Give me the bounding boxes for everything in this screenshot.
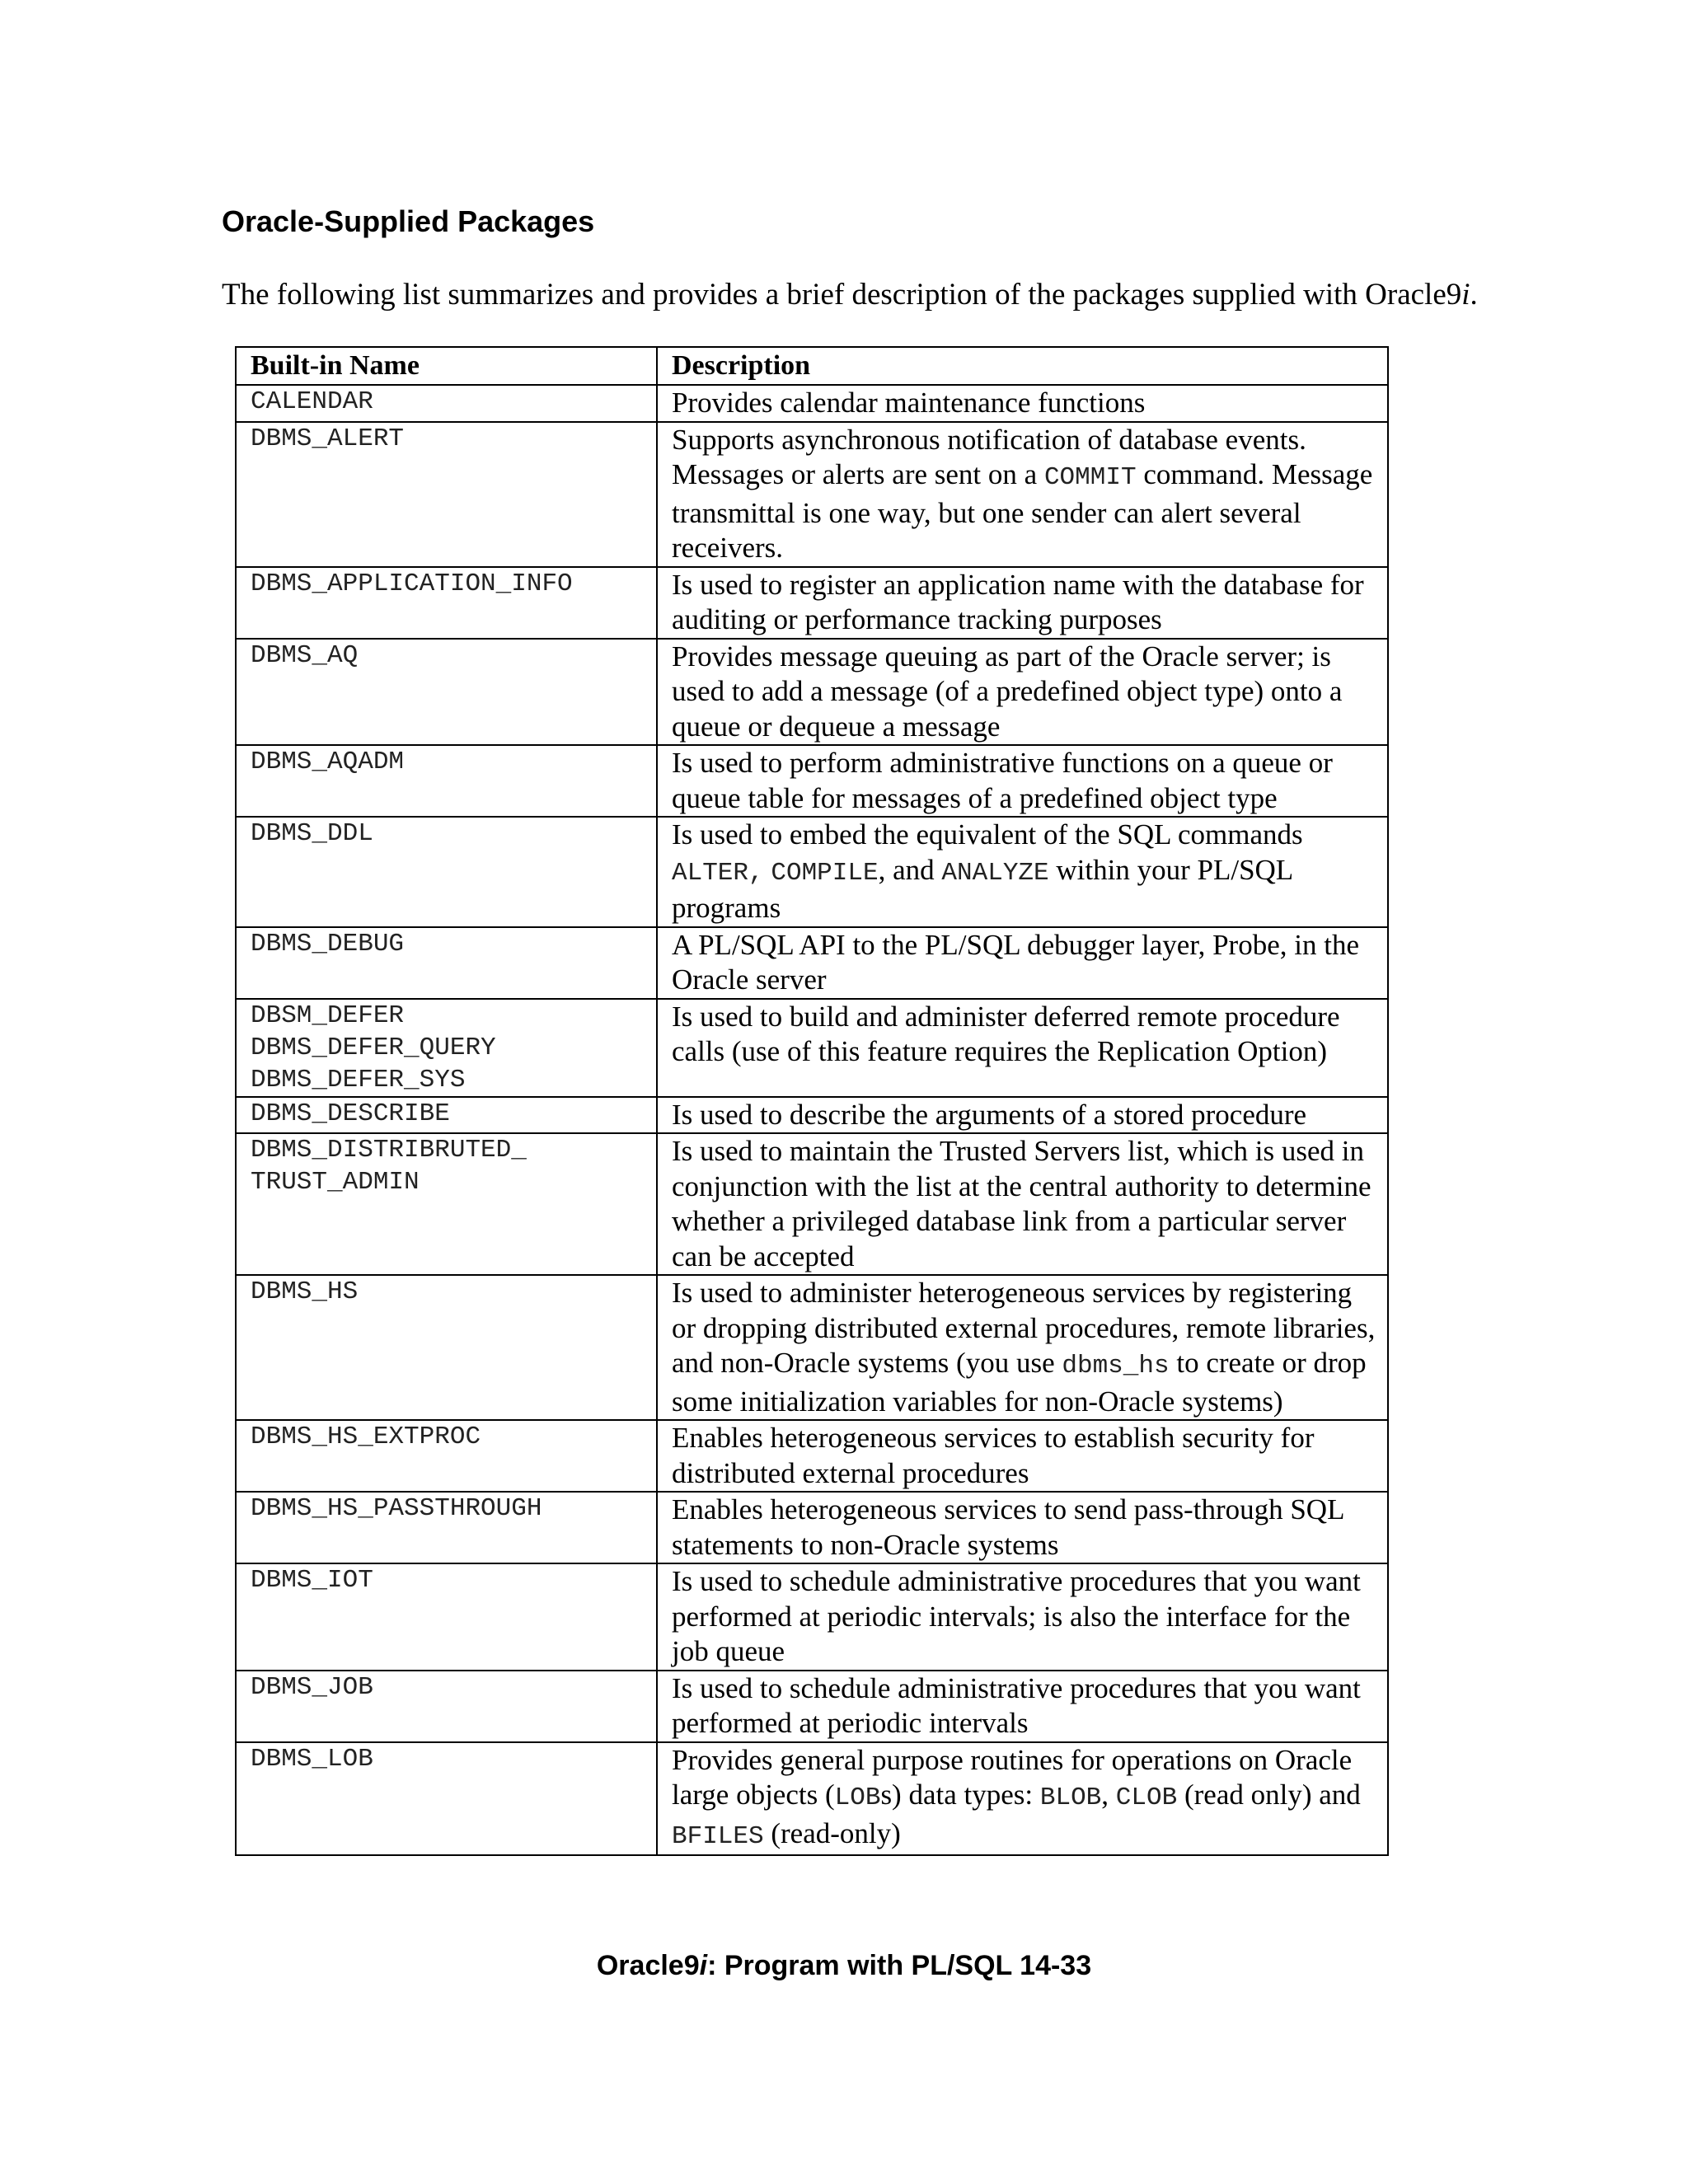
code-keyword: ANALYZE xyxy=(941,858,1049,888)
description-text: Provides message queuing as part of the Oracle server; is used to add a message (of a predefined object type) onto a queue or dequeue a message xyxy=(672,640,1343,743)
table-row xyxy=(236,639,1388,746)
package-name-cell xyxy=(236,927,657,999)
code-keyword: COMPILE xyxy=(771,858,879,888)
description-cell xyxy=(657,567,1388,639)
code-keyword: ALTER, xyxy=(672,858,764,888)
package-name: DBSM_DEFER xyxy=(251,1001,405,1030)
code-keyword: BFILES xyxy=(672,1821,764,1851)
package-name: DBMS_DESCRIBE xyxy=(251,1099,450,1128)
package-name: DBMS_IOT xyxy=(251,1566,373,1595)
description-text: Is used to schedule administrative procedures that you want performed at periodic intervals xyxy=(672,1671,1361,1739)
description-cell xyxy=(657,422,1388,567)
package-name: DBMS_DEFER_SYS xyxy=(251,1065,466,1094)
package-name-cell xyxy=(236,1420,657,1492)
intro-italic: i xyxy=(1461,278,1470,312)
description-text: to create or drop some initialization variables for non-Oracle systems) xyxy=(672,1347,1367,1418)
package-name: DBMS_HS xyxy=(251,1277,359,1306)
package-name: DBMS_DISTRIBRUTED_ xyxy=(251,1136,527,1165)
description-cell xyxy=(657,1742,1388,1856)
description-text: Is used to build and administer deferred remote procedure calls (use of this feature requires the Replication Option) xyxy=(672,1000,1340,1067)
description-cell xyxy=(657,817,1388,927)
code-keyword: dbms_hs xyxy=(1062,1352,1170,1380)
footer-suffix: : Program with PL/SQL 14-33 xyxy=(707,1950,1092,1981)
description-cell xyxy=(657,1133,1388,1275)
description-text: s) data types: xyxy=(880,1779,1040,1811)
code-keyword: COMMIT xyxy=(1043,463,1137,492)
description-text: Is used to embed the equivalent of the SQL commands xyxy=(672,818,1303,851)
package-name-cell xyxy=(236,999,657,1097)
table-row xyxy=(236,1420,1388,1492)
description-cell xyxy=(657,1420,1388,1492)
package-name-cell xyxy=(236,1133,657,1275)
description-text: , xyxy=(1101,1779,1116,1811)
package-name: DBMS_LOB xyxy=(251,1744,373,1774)
package-name-cell xyxy=(236,422,657,567)
description-cell xyxy=(657,999,1388,1097)
table-row xyxy=(236,927,1388,999)
table-row xyxy=(236,1563,1388,1671)
description-text: Is used to administer heterogeneous services by registering or dropping distributed external procedures, remote libraries, and non-Oracle systems (you use xyxy=(672,1277,1376,1379)
footer-prefix: Oracle9 xyxy=(596,1950,700,1981)
page-heading: Oracle-Supplied Packages xyxy=(222,204,595,238)
table-row xyxy=(236,567,1388,639)
package-name-cell xyxy=(236,817,657,927)
table-row xyxy=(236,1097,1388,1134)
package-name: DBMS_HS_PASSTHROUGH xyxy=(251,1494,542,1523)
package-name-cell xyxy=(236,1742,657,1856)
description-cell xyxy=(657,1492,1388,1563)
description-text: Supports asynchronous notification of database events. Messages or alerts are sent on a xyxy=(672,423,1306,490)
package-name: DBMS_HS_EXTPROC xyxy=(251,1422,481,1451)
description-text: command. Message transmittal is one way, but one sender can alert several receivers. xyxy=(672,458,1373,564)
package-name-cell xyxy=(236,1492,657,1563)
description-cell xyxy=(657,1563,1388,1671)
description-cell xyxy=(657,927,1388,999)
header-description: Description xyxy=(657,347,1388,385)
table-header-row xyxy=(236,347,1388,385)
description-text: Is used to register an application name with the database for auditing or performance tracking purposes xyxy=(672,568,1364,635)
package-name: DBMS_DDL xyxy=(251,819,373,848)
description-text: Enables heterogeneous services to send pass-through SQL statements to non-Oracle systems xyxy=(672,1493,1344,1561)
description-cell xyxy=(657,1671,1388,1742)
package-name-cell xyxy=(236,1275,657,1420)
footer-italic: i xyxy=(699,1950,708,1981)
table-row xyxy=(236,1275,1388,1420)
package-name-cell xyxy=(236,639,657,746)
package-name-cell xyxy=(236,385,657,422)
intro-text: The following list summarizes and provides a brief description of the packages supplied with Oracle9 xyxy=(222,278,1462,312)
description-text: Is used to describe the arguments of a stored procedure xyxy=(672,1098,1307,1131)
table-row xyxy=(236,1492,1388,1563)
intro-end: . xyxy=(1470,278,1478,312)
description-text: A PL/SQL API to the PL/SQL debugger layer, Probe, in the Oracle server xyxy=(672,928,1359,996)
package-name-cell xyxy=(236,1671,657,1742)
intro-paragraph xyxy=(222,277,1478,312)
table-row xyxy=(236,1742,1388,1856)
package-name: DBMS_APPLICATION_INFO xyxy=(251,569,573,598)
package-name: CALENDAR xyxy=(251,387,373,416)
description-text: Enables heterogeneous services to establish security for distributed external procedures xyxy=(672,1422,1315,1489)
package-name: DBMS_JOB xyxy=(251,1672,373,1702)
package-name: DBMS_DEFER_QUERY xyxy=(251,1033,496,1062)
description-cell xyxy=(657,1097,1388,1134)
packages-table xyxy=(235,346,1389,1856)
description-text: Provides general purpose routines for operations on Oracle large objects ( xyxy=(672,1743,1353,1811)
table-body xyxy=(236,385,1388,1855)
code-keyword: LOB xyxy=(834,1783,881,1812)
description-text: , and xyxy=(878,853,942,886)
header-built-in-name: Built-in Name xyxy=(236,347,657,385)
description-text: Provides calendar maintenance functions xyxy=(672,387,1146,419)
table-row xyxy=(236,817,1388,927)
package-name: DBMS_AQ xyxy=(251,640,359,670)
package-name-cell xyxy=(236,1097,657,1134)
description-cell xyxy=(657,639,1388,746)
package-name: TRUST_ADMIN xyxy=(251,1168,420,1197)
table-row xyxy=(236,1671,1388,1742)
code-keyword: CLOB xyxy=(1115,1783,1178,1812)
code-keyword: BLOB xyxy=(1039,1783,1102,1812)
package-name: DBMS_AQADM xyxy=(251,748,405,776)
package-name-cell xyxy=(236,567,657,639)
description-text: Is used to schedule administrative procedures that you want performed at periodic intervals; is also the interface for the job queue xyxy=(672,1565,1361,1667)
page-footer xyxy=(0,1950,1688,1982)
description-text: Is used to maintain the Trusted Servers list, which is used in conjunction with the list at the central authority to determine whether a privileged database link from a particular server can be accepted xyxy=(672,1135,1372,1272)
package-name-cell xyxy=(236,1563,657,1671)
table-row xyxy=(236,422,1388,567)
description-cell xyxy=(657,1275,1388,1420)
package-name: DBMS_DEBUG xyxy=(251,929,405,958)
table-row xyxy=(236,745,1388,817)
table-row xyxy=(236,999,1388,1097)
description-cell xyxy=(657,745,1388,817)
table-row xyxy=(236,385,1388,422)
description-cell xyxy=(657,385,1388,422)
description-text: Is used to perform administrative functions on a queue or queue table for messages of a predefined object type xyxy=(672,747,1333,814)
package-name-cell xyxy=(236,745,657,817)
table-row xyxy=(236,1133,1388,1275)
package-name: DBMS_ALERT xyxy=(251,424,405,453)
description-text: (read only) and xyxy=(1177,1779,1361,1811)
description-text: (read-only) xyxy=(763,1816,901,1849)
description-text: within your PL/SQL programs xyxy=(672,853,1292,924)
